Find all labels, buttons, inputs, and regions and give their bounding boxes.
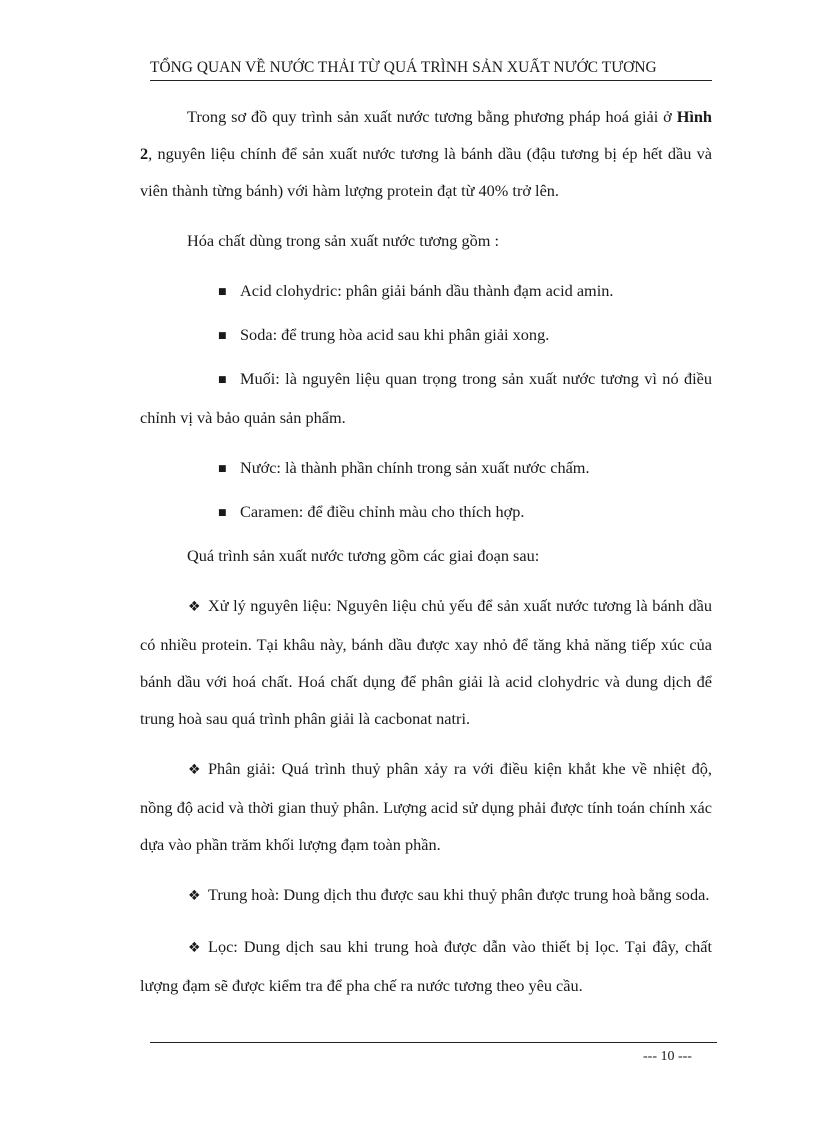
intro-text-before: Trong sơ đồ quy trình sản xuất nước tương bằng phương pháp hoá giải ở — [187, 107, 677, 126]
four-diamond-bullet-icon: ❖ — [188, 940, 201, 956]
square-bullet-icon: ■ — [218, 375, 227, 385]
intro-text-after: , nguyên liệu chính để sản xuất nước tương là bánh dầu (đậu tương bị ép hết dầu và viên thành từng bánh) với hàm lượng protein đạt từ 40% trở lên. — [140, 144, 712, 200]
footer-divider — [150, 1042, 717, 1043]
chemicals-heading: Hóa chất dùng trong sản xuất nước tương gồm : — [187, 231, 500, 250]
document-body — [140, 98, 712, 1017]
list-item-text: Caramen: để điều chỉnh màu cho thích hợp. — [240, 502, 525, 521]
square-bullet-icon: ■ — [218, 508, 227, 518]
four-diamond-bullet-icon: ❖ — [188, 762, 201, 778]
process-step — [140, 876, 712, 915]
figure-reference: Hình 2 — [140, 107, 712, 163]
chemicals-list — [140, 272, 712, 532]
intro-paragraph — [140, 98, 712, 209]
process-step-text: Phân giải: Quá trình thuỷ phân xảy ra với điều kiện khắt khe về nhiệt độ, nồng độ acid và thời gian thuỷ phân. Lượng acid sử dụng phải được tính toán chính xác dựa vào phần trăm khối lượng đạm toàn phần. — [140, 759, 712, 854]
list-item — [140, 272, 712, 311]
process-steps — [140, 587, 712, 1004]
list-item-text: Nước: là thành phần chính trong sản xuất nước chấm. — [240, 458, 590, 477]
page-number: --- 10 --- — [643, 1049, 692, 1064]
list-item — [140, 493, 712, 532]
header-title: TỔNG QUAN VỀ NƯỚC THẢI TỪ QUÁ TRÌNH SẢN XUẤT NƯỚC TƯƠNG — [150, 59, 657, 76]
process-step-text: Trung hoà: Dung dịch thu được sau khi thuỷ phân được trung hoà bằng soda. — [208, 885, 710, 904]
process-step — [140, 928, 712, 1004]
four-diamond-bullet-icon: ❖ — [188, 599, 201, 615]
list-item — [140, 316, 712, 355]
square-bullet-icon: ■ — [218, 464, 227, 474]
page-header — [150, 58, 712, 81]
square-bullet-icon: ■ — [218, 287, 227, 297]
list-item — [140, 360, 712, 436]
process-step-text: Lọc: Dung dịch sau khi trung hoà được dẫn vào thiết bị lọc. Tại đây, chất lượng đạm sẽ được kiểm tra để pha chế ra nước tương theo yêu cầu. — [140, 937, 712, 995]
list-item-text: Acid clohydric: phân giải bánh dầu thành đạm acid amin. — [240, 281, 614, 300]
process-step-text: Xử lý nguyên liệu: Nguyên liệu chủ yếu để sản xuất nước tương là bánh dầu có nhiều protein. Tại khâu này, bánh dầu được xay nhỏ để tăng khả năng tiếp xúc của bánh dầu với hoá chất. Hoá chất dụng để phân giải là acid clohydric và dung dịch để trung hoà sau quá trình phân giải là cacbonat natri. — [140, 596, 712, 728]
process-step — [140, 587, 712, 737]
square-bullet-icon: ■ — [218, 331, 227, 341]
list-item-text: Muối: là nguyên liệu quan trọng trong sản xuất nước tương vì nó điều chỉnh vị và bảo quản sản phẩm. — [140, 369, 712, 427]
four-diamond-bullet-icon: ❖ — [188, 888, 201, 904]
list-item — [140, 449, 712, 488]
process-step — [140, 750, 712, 863]
process-heading: Quá trình sản xuất nước tương gồm các giai đoạn sau: — [187, 546, 540, 565]
list-item-text: Soda: để trung hòa acid sau khi phân giải xong. — [240, 325, 550, 344]
